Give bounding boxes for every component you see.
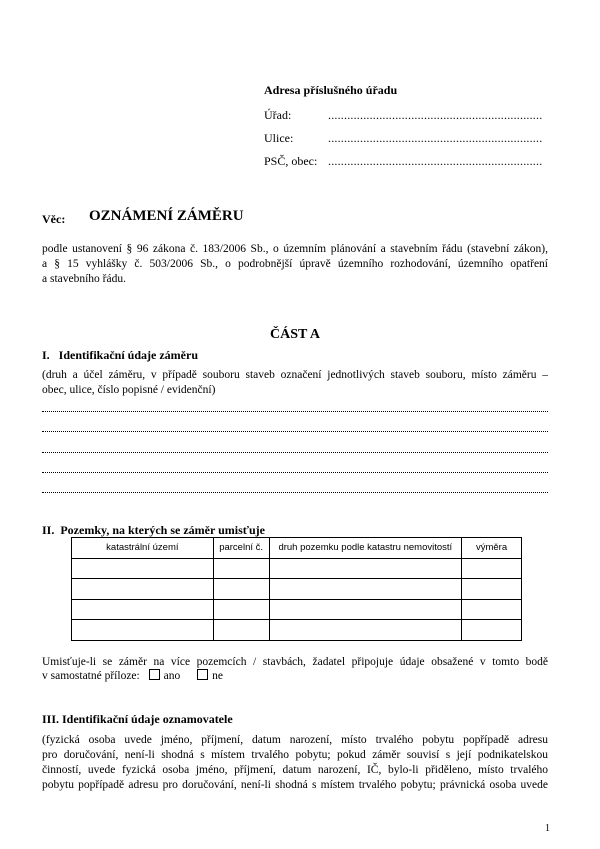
intent-input-line-5[interactable] <box>42 492 548 493</box>
attachment-note-text: v samostatné příloze: <box>42 670 140 682</box>
office-field[interactable]: ................................................................... <box>328 108 543 122</box>
street-field[interactable]: ................................................................... <box>328 131 543 145</box>
table-cell[interactable] <box>462 579 522 600</box>
attachment-note-line-2 <box>42 669 548 684</box>
office-label: Úřad: <box>264 108 292 122</box>
section-3-heading: III. Identifikační údaje oznamovatele <box>42 712 233 726</box>
table-row <box>72 620 522 641</box>
legal-basis-line-1: podle ustanovení § 96 zákona č. 183/2006 Sb., o územním plánování a stavebním řádu (stavební zákon), <box>42 243 548 255</box>
table-cell[interactable] <box>72 620 214 641</box>
table-cell[interactable] <box>72 599 214 620</box>
zip-city-field[interactable]: ................................................................... <box>328 154 543 168</box>
checkbox-no[interactable] <box>197 669 208 680</box>
table-row <box>72 558 522 579</box>
subject-label: Věc: <box>42 212 66 226</box>
attachment-note-line-1: Umisťuje-li se záměr na více pozemcích / stavbách, žadatel připojuje údaje obsažené v tomto bodě <box>42 656 548 668</box>
section-3-line-2: pro doručování, není-li shodná s místem trvalého pobytu; pokud záměr souvisí s její podnikatelskou <box>42 749 548 761</box>
section-3-line-3: činností, uvede fyzická osoba jméno, příjmení, datum narození, IČ, bylo-li přiděleno, místo trvalého <box>42 764 548 776</box>
col-header-cadastral-area: katastrální území <box>72 538 214 559</box>
col-header-area: výměra <box>462 538 522 559</box>
checkbox-yes-label: ano <box>163 670 181 682</box>
intent-input-line-4[interactable] <box>42 472 548 473</box>
table-cell[interactable] <box>213 579 269 600</box>
table-row <box>72 579 522 600</box>
document-title: OZNÁMENÍ ZÁMĚRU <box>89 208 244 224</box>
address-heading: Adresa příslušného úřadu <box>264 83 398 97</box>
table-header-row <box>72 538 522 559</box>
intent-input-line-1[interactable] <box>42 411 548 412</box>
table-cell[interactable] <box>269 620 462 641</box>
zip-city-label: PSČ, obec: <box>264 154 318 168</box>
section-3-line-1: (fyzická osoba uvede jméno, příjmení, datum narození, místo trvalého pobytu popřípadě adresu <box>42 734 548 746</box>
legal-basis-line-2: a § 15 vyhlášky č. 503/2006 Sb., o podrobnější úpravě územního rozhodování, územního opatření <box>42 258 548 270</box>
table-cell[interactable] <box>462 558 522 579</box>
table-cell[interactable] <box>72 579 214 600</box>
table-cell[interactable] <box>462 599 522 620</box>
table-cell[interactable] <box>72 558 214 579</box>
intent-input-line-2[interactable] <box>42 431 548 432</box>
table-cell[interactable] <box>213 558 269 579</box>
table-cell[interactable] <box>269 579 462 600</box>
section-2-heading: II. Pozemky, na kterých se záměr umisťuje <box>42 523 266 537</box>
table-cell[interactable] <box>269 558 462 579</box>
table-cell[interactable] <box>269 599 462 620</box>
checkbox-no-label: ne <box>212 670 223 682</box>
col-header-land-type: druh pozemku podle katastru nemovitostí <box>269 538 462 559</box>
table-cell[interactable] <box>213 620 269 641</box>
parcels-table <box>71 537 522 641</box>
table-row <box>72 599 522 620</box>
checkbox-yes[interactable] <box>149 669 160 680</box>
section-1-heading: I. Identifikační údaje záměru <box>42 348 198 362</box>
street-label: Ulice: <box>264 131 294 145</box>
col-header-parcel-number: parcelní č. <box>213 538 269 559</box>
part-a-heading: ČÁST A <box>270 327 320 342</box>
intent-input-line-3[interactable] <box>42 452 548 453</box>
legal-basis-line-3: a stavebního řádu. <box>42 273 126 285</box>
table-cell[interactable] <box>462 620 522 641</box>
page-number: 1 <box>545 823 550 834</box>
table-cell[interactable] <box>213 599 269 620</box>
section-1-desc-line-1: (druh a účel záměru, v případě souboru staveb označení jednotlivých staveb souboru, místo záměru – <box>42 369 548 381</box>
section-1-desc-line-2: obec, ulice, číslo popisné / evidenční) <box>42 384 216 396</box>
section-3-line-4: pobytu popřípadě adresu pro doručování, není-li shodná s místem trvalého pobytu; právnická osoba uvede <box>42 779 548 791</box>
